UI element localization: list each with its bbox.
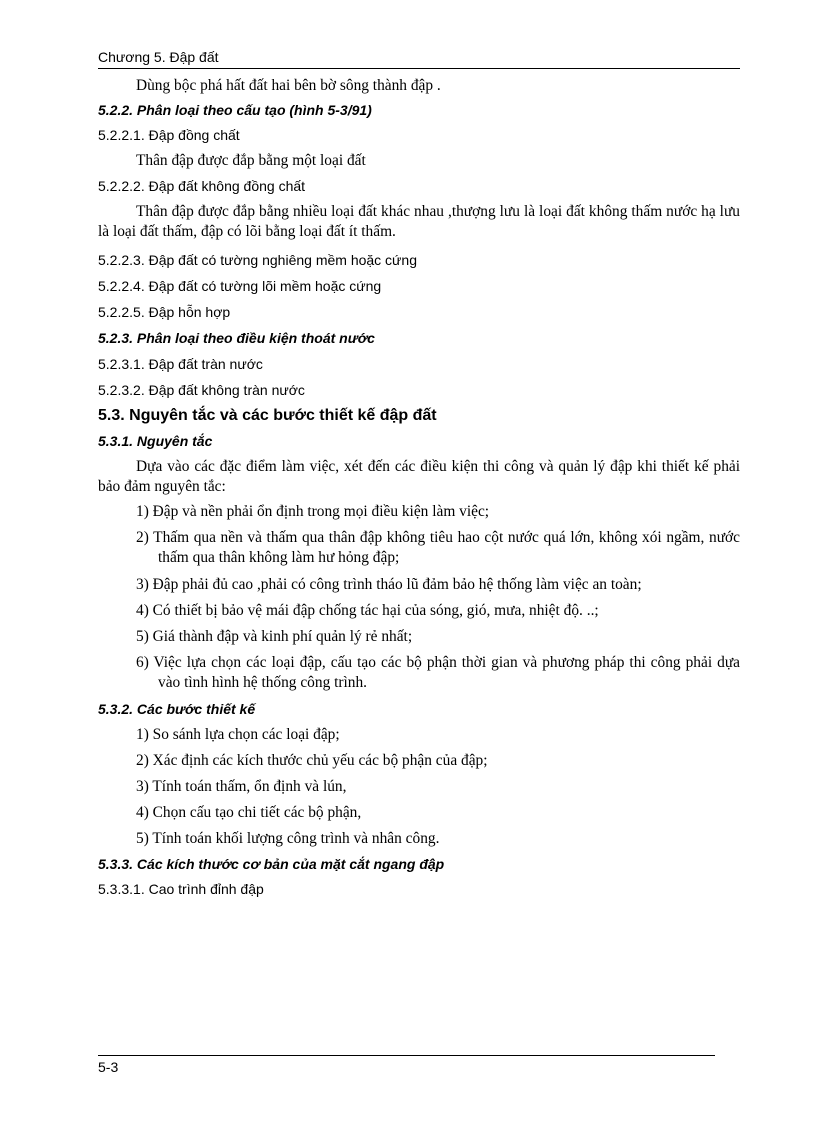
heading-5-3-3: 5.3.3. Các kích thước cơ bản của mặt cắt ngang đập: [98, 856, 445, 872]
list-item: 1) So sánh lựa chọn các loại đập;: [136, 726, 340, 743]
header-divider: [98, 68, 740, 69]
heading-5-3-1: 5.3.1. Nguyên tắc: [98, 433, 213, 449]
footer-divider: [98, 1055, 715, 1056]
heading-5-2-2-4: 5.2.2.4. Đập đất có tường lõi mềm hoặc cứng: [98, 278, 382, 294]
list-item: 4) Chọn cấu tạo chi tiết các bộ phận,: [136, 804, 362, 821]
heading-5-2-2: 5.2.2. Phân loại theo cấu tạo (hình 5-3/91): [98, 102, 372, 118]
heading-5-2-3: 5.2.3. Phân loại theo điều kiện thoát nước: [98, 330, 375, 346]
list-item: 1) Đập và nền phải ổn định trong mọi điều kiện làm việc;: [136, 503, 490, 520]
heading-5-2-2-1: 5.2.2.1. Đập đồng chất: [98, 127, 240, 143]
paragraph-5-3-1: Dựa vào các đặc điểm làm việc, xét đến các điều kiện thi công và quản lý đập khi thiết kế phải bảo đảm nguyên tắc:: [98, 458, 740, 495]
heading-5-2-2-3: 5.2.2.3. Đập đất có tường nghiêng mềm hoặc cứng: [98, 252, 418, 268]
list-item: 5) Giá thành đập và kinh phí quản lý rẻ nhất;: [136, 628, 413, 645]
heading-5-2-3-1: 5.2.3.1. Đập đất tràn nước: [98, 356, 263, 372]
intro-line: Dùng bộc phá hất đất hai bên bờ sông thành đập .: [136, 77, 441, 94]
heading-5-2-2-5: 5.2.2.5. Đập hỗn hợp: [98, 304, 231, 320]
paragraph-5-2-2-2: Thân đập được đắp bằng nhiều loại đất khác nhau ,thượng lưu là loại đất không thấm nước hạ lưu là loại đất thấm, đập có lõi bằng loại đất ít thấm.: [98, 203, 740, 240]
heading-5-2-2-2: 5.2.2.2. Đập đất không đồng chất: [98, 178, 306, 194]
heading-5-3-2: 5.3.2. Các bước thiết kế: [98, 701, 256, 717]
heading-5-3: 5.3. Nguyên tắc và các bước thiết kế đập đất: [98, 407, 437, 424]
page-content: [98, 76, 740, 898]
list-item: 2) Xác định các kích thước chủ yếu các bộ phận của đập;: [136, 752, 488, 769]
chapter-header: Chương 5. Đập đất: [98, 49, 219, 65]
page-number: 5-3: [98, 1059, 119, 1075]
heading-5-3-3-1: 5.3.3.1. Cao trình đỉnh đập: [98, 881, 264, 897]
paragraph-5-2-2-1: Thân đập được đắp bằng một loại đất: [136, 152, 366, 169]
list-item: 5) Tính toán khối lượng công trình và nhân công.: [136, 830, 440, 847]
list-item: 6) Việc lựa chọn các loại đập, cấu tạo các bộ phận thời gian và phương pháp thi công phải dựa vào tình hình hệ thống công trình.: [136, 654, 740, 691]
list-item: 3) Tính toán thấm, ổn định và lún,: [136, 778, 347, 795]
list-item: 2) Thấm qua nền và thấm qua thân đập không tiêu hao cột nước quá lớn, không xói ngầm, nước thấm qua thân không làm hư hỏng đập;: [136, 529, 740, 566]
heading-5-2-3-2: 5.2.3.2. Đập đất không tràn nước: [98, 382, 305, 398]
list-item: 3) Đập phải đủ cao ,phải có công trình tháo lũ đảm bảo hệ thống làm việc an toàn;: [136, 576, 642, 593]
list-item: 4) Có thiết bị bảo vệ mái đập chống tác hại của sóng, gió, mưa, nhiệt độ. ..;: [136, 602, 599, 619]
